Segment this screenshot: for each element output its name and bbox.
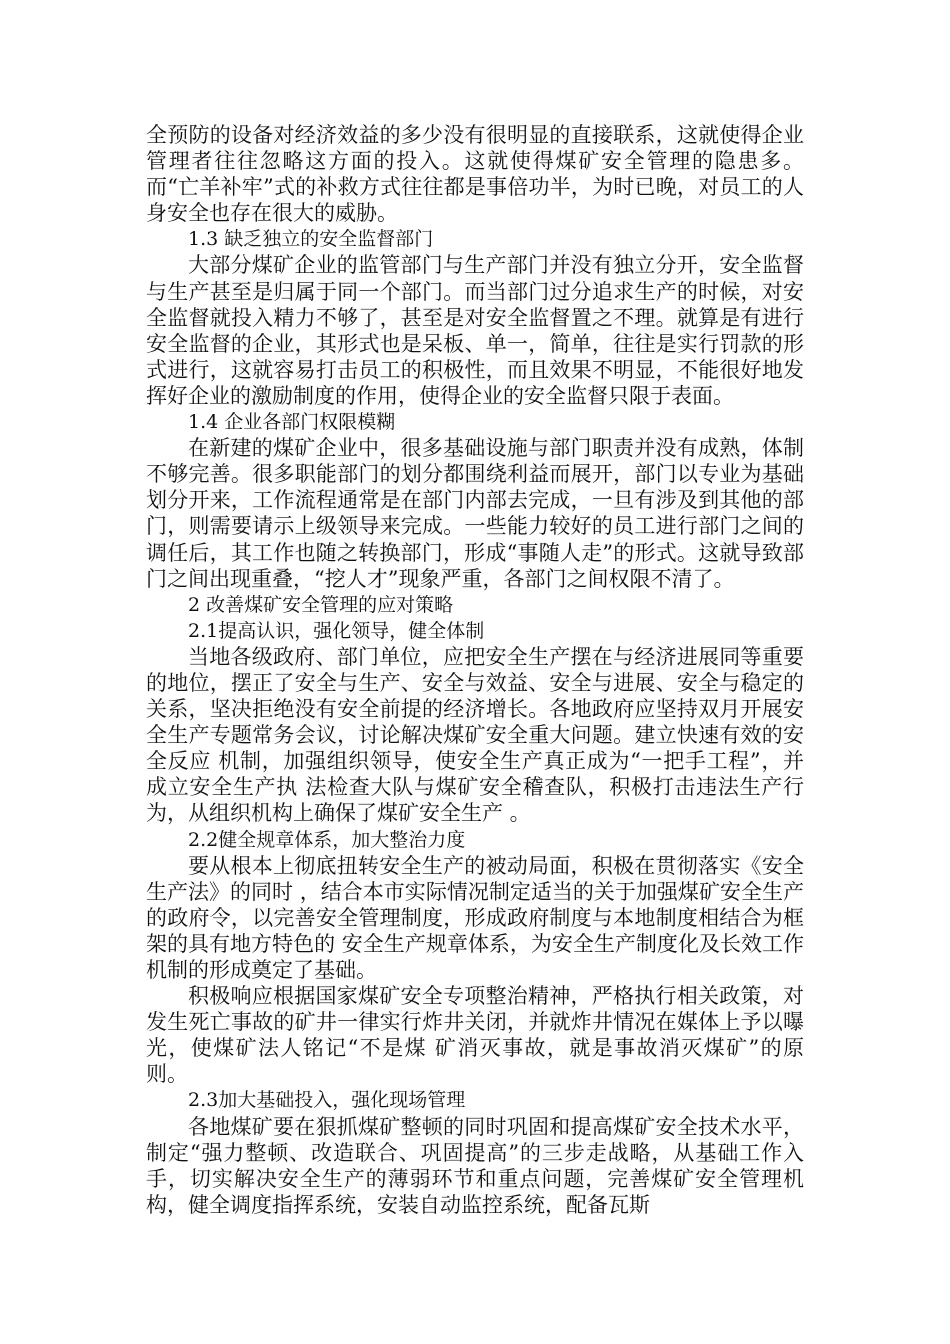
section-heading-1-4: 1.4 企业各部门权限模糊 <box>188 411 396 434</box>
paragraph-2-3: 各地煤矿要在狠抓煤矿整顿的同时巩固和提高煤矿安全技术水平，制定“强力整顿、改造联合、巩固提高”的三步走战略，从基础工作入手，切实解决安全生产的薄弱环节和重点问题，完善煤矿安全管理机构，健全调度指挥系统，安装自动监控系统，配备瓦斯 <box>146 1114 804 1217</box>
paragraph-intro-continued: 全预防的设备对经济效益的多少没有很明显的直接联系，这就使得企业管理者往往忽略这方面的投入。这就使得煤矿安全管理的隐患多。而“亡羊补牢”式的补救方式往往都是事倍功半，为时已晚，对员工的人身安全也存在很大的威胁。 <box>146 123 804 226</box>
paragraph-2-2-b: 积极响应根据国家煤矿安全专项整治精神，严格执行相关政策，对发生死亡事故的矿井一律实行炸井关闭，并就炸井情况在媒体上予以曝光，使煤矿法人铭记“不是煤 矿消灭事故，就是事故消灭煤矿”的原则。 <box>146 984 804 1087</box>
section-heading-2-2: 2.2健全规章体系，加大整治力度 <box>188 828 466 851</box>
paragraph-2-2-a: 要从根本上彻底扭转安全生产的被动局面，积极在贯彻落实《安全生产法》的同时 ，结合本市实际情况制定适当的关于加强煤矿安全生产的政府令，以完善安全管理制度，形成政府制度与本地制度相结合为框架的具有地方特色的 安全生产规章体系，为安全生产制度化及长效工作机制的形成奠定了基础。 <box>146 853 804 982</box>
paragraph-2-1: 当地各级政府、部门单位，应把安全生产摆在与经济进展同等重要的地位，摆正了安全与生产、安全与效益、安全与进展、安全与稳定的关系，坚决拒绝没有安全前提的经济增长。各地政府应坚持双月开展安全生产专题常务会议，讨论解决煤矿安全重大问题。建立快速有效的安全反应 机制，加强组织领导，使安全生产真正成为“一把手工程”，并成立安全生产执 法检查大队与煤矿安全稽查队，积极打击违法生产行为，从组织机构上确保了煤矿安全生产 。 <box>146 644 804 826</box>
section-heading-1-3: 1.3 缺乏独立的安全监督部门 <box>188 228 434 251</box>
section-heading-2-1: 2.1提高认识，强化领导，健全体制 <box>188 619 485 642</box>
section-heading-2-3: 2.3加大基础投入，强化现场管理 <box>188 1089 466 1112</box>
paragraph-1-3: 大部分煤矿企业的监管部门与生产部门并没有独立分开，安全监督与生产甚至是归属于同一个部门。而当部门过分追求生产的时候，对安全监督就投入精力不够了，甚至是对安全监督置之不理。就算是有进行安全监督的企业，其形式也是呆板、单一，简单，往往是实行罚款的形式进行，这就容易打击员工的积极性，而且效果不明显，不能很好地发挥好企业的激励制度的作用，使得企业的安全监督只限于表面。 <box>146 253 804 408</box>
paragraph-1-4: 在新建的煤矿企业中，很多基础设施与部门职责并没有成熟，体制不够完善。很多职能部门的划分都围绕利益而展开，部门以专业为基础划分开来，工作流程通常是在部门内部去完成，一旦有涉及到其他的部门，则需要请示上级领导来完成。一些能力较好的员工进行部门之间的调任后，其工作也随之转换部门，形成“事随人走”的形式。这就导致部门之间出现重叠，“挖人才”现象严重，各部门之间权限不清了。 <box>146 436 804 591</box>
document-page <box>146 122 804 1218</box>
section-heading-2: 2 改善煤矿安全管理的应对策略 <box>188 593 454 616</box>
